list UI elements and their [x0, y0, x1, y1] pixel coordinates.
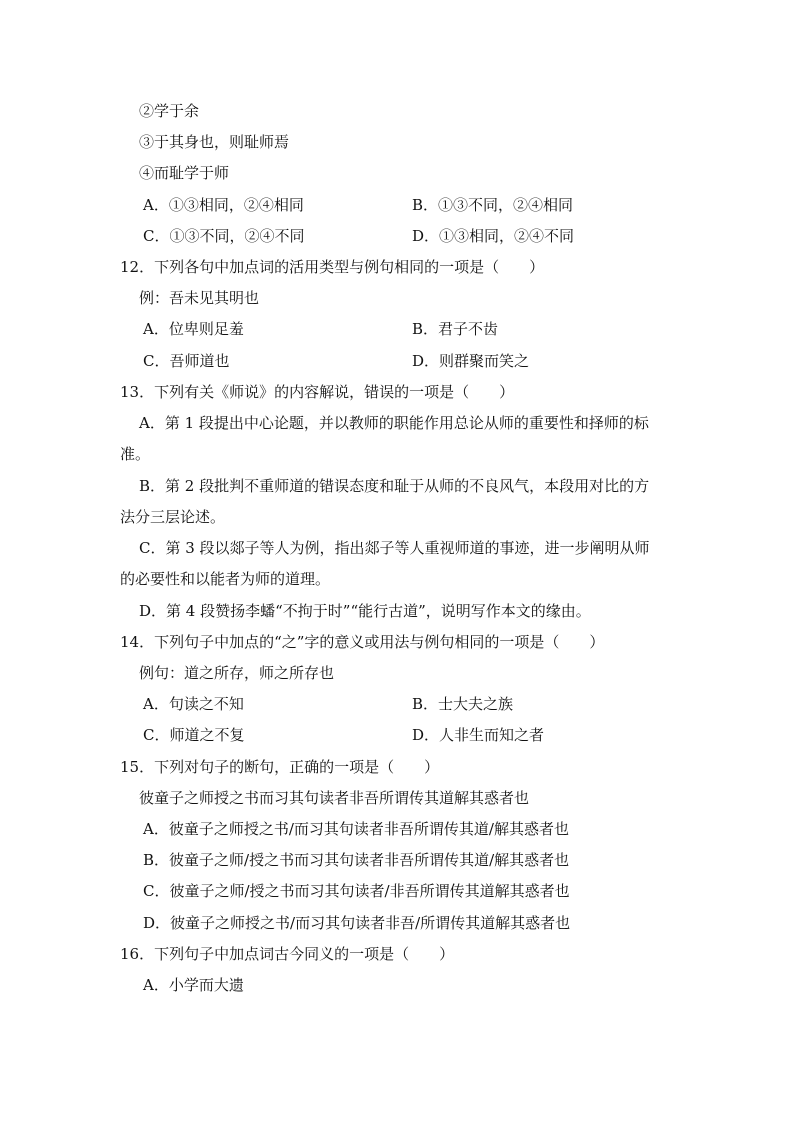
q15-option-d: D．彼童子之师授之书/而习其句读者非吾/所谓传其道解其惑者也 — [143, 914, 571, 932]
q11-option-d: D．①③相同，②④不同 — [412, 227, 575, 245]
q16-option-a: A．小学而大遗 — [143, 976, 244, 994]
q12-option-c: C．吾师道也 — [143, 352, 230, 370]
q15-sentence: 彼童子之师授之书而习其句读者非吾所谓传其道解其惑者也 — [139, 789, 530, 807]
q13-option-a-line1: A．第 1 段提出中心论题，并以教师的职能作用总论从师的重要性和择师的标 — [139, 414, 649, 432]
q13-stem: 13．下列有关《师说》的内容解说，错误的一项是（ ） — [120, 383, 515, 401]
q13-option-c-line2: 的必要性和以能者为师的道理。 — [120, 570, 331, 588]
q14-example: 例句：道之所存，师之所存也 — [139, 664, 335, 682]
q11-option-a: A．①③相同，②④相同 — [143, 196, 304, 214]
q11-option-c: C．①③不同，②④不同 — [143, 227, 305, 245]
q14-option-a: A．句读之不知 — [143, 695, 244, 713]
q16-stem: 16．下列句子中加点词古今同义的一项是（ ） — [120, 945, 455, 963]
q11-item-3: ③于其身也，则耻师焉 — [139, 133, 290, 151]
q15-stem: 15．下列对句子的断句，正确的一项是（ ） — [120, 758, 440, 776]
q13-option-b-line1: B．第 2 段批判不重师道的错误态度和耻于从师的不良风气，本段用对比的方 — [139, 477, 650, 495]
q15-option-b: B．彼童子之师/授之书而习其句读者非吾所谓传其道/解其惑者也 — [143, 851, 570, 869]
q12-option-a: A．位卑则足羞 — [143, 320, 244, 338]
q11-item-2: ②学于余 — [139, 102, 200, 120]
q14-option-b: B．士大夫之族 — [412, 695, 514, 713]
q13-option-b-line2: 法分三层论述。 — [120, 508, 226, 526]
q14-option-d: D．人非生而知之者 — [412, 726, 545, 744]
q13-option-c-line1: C．第 3 段以郯子等人为例，指出郯子等人重视师道的事迹，进一步阐明从师 — [139, 539, 650, 557]
q14-stem: 14．下列句子中加点的“之”字的意义或用法与例句相同的一项是（ ） — [120, 633, 605, 651]
q13-option-a-line2: 准。 — [120, 445, 151, 463]
q13-option-d: D．第 4 段赞扬李蟠“不拘于时”“能行古道”，说明写作本文的缘由。 — [139, 602, 591, 620]
q11-option-b: B．①③不同，②④相同 — [412, 196, 574, 214]
q12-stem: 12．下列各句中加点词的活用类型与例句相同的一项是（ ） — [120, 258, 545, 276]
q14-option-c: C．师道之不复 — [143, 726, 245, 744]
q11-item-4: ④而耻学于师 — [139, 164, 230, 182]
q15-option-c: C．彼童子之师/授之书而习其句读者/非吾所谓传其道解其惑者也 — [143, 882, 570, 900]
q12-example: 例：吾未见其明也 — [139, 289, 260, 307]
q12-option-b: B．君子不齿 — [412, 320, 499, 338]
q15-option-a: A．彼童子之师授之书/而习其句读者非吾所谓传其道/解其惑者也 — [143, 820, 569, 838]
q12-option-d: D．则群聚而笑之 — [412, 352, 530, 370]
